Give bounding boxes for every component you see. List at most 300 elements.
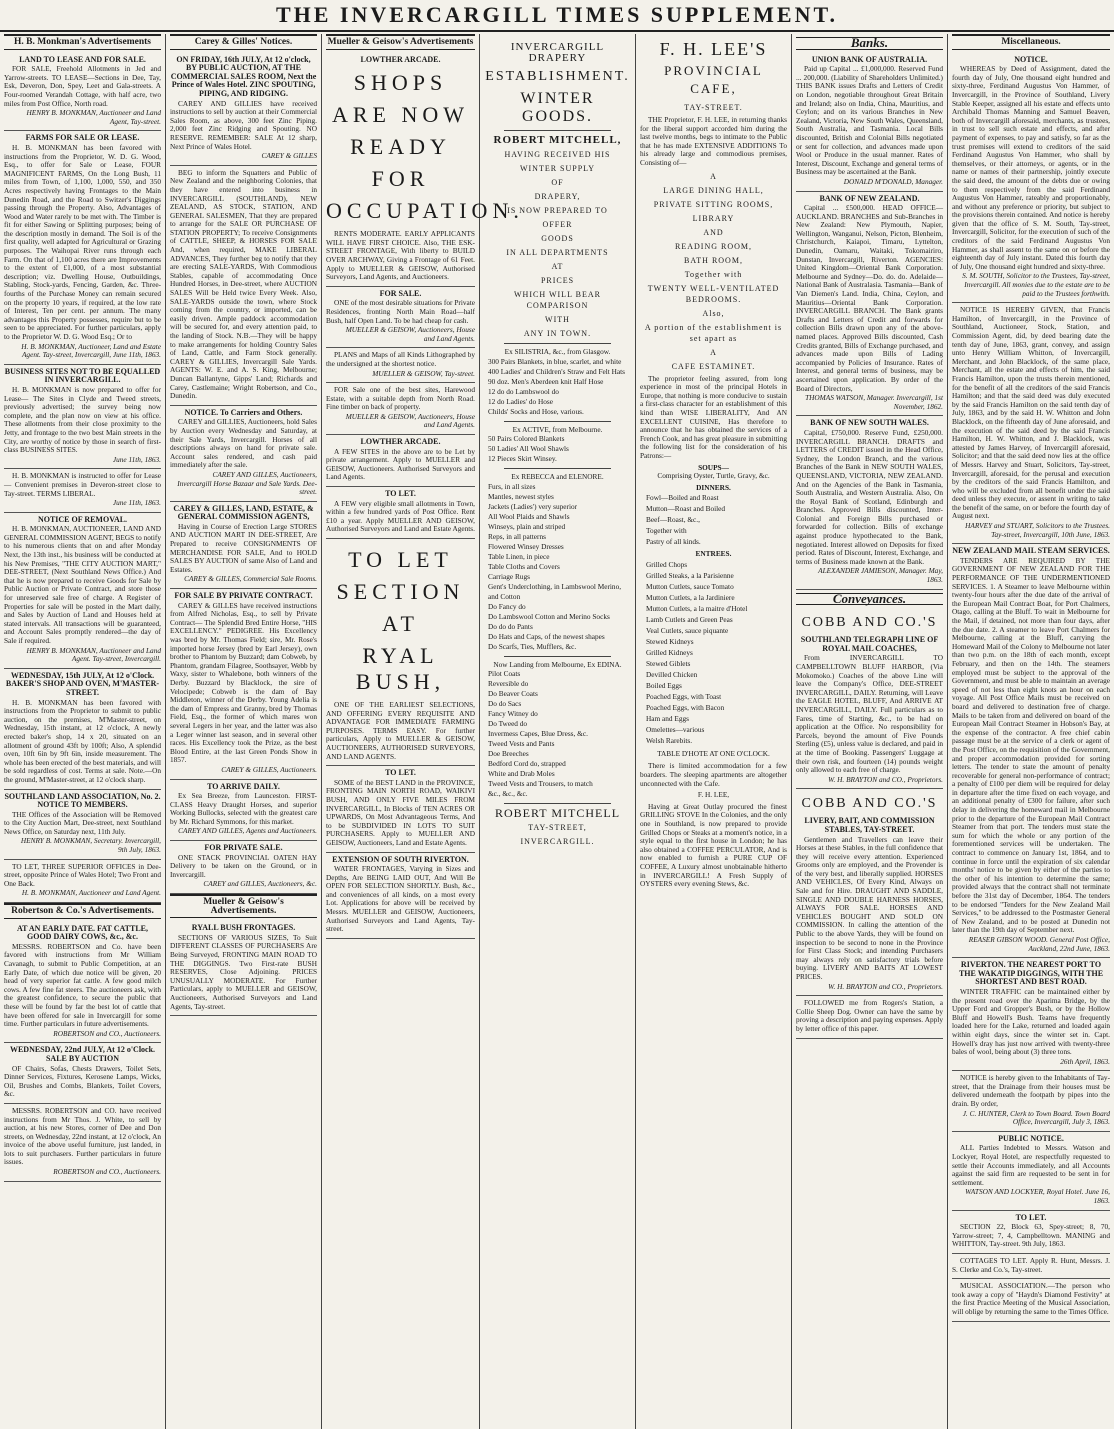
ad-body: TENDERS ARE REQUIRED BY THE GOVERNMENT OF NEW ZEALAND FOR THE PERFORMANCE OF THE UNDERMENTIONED SERVICES. 1. A Steamer to leave Melbourne within twenty-four hours after the due date of the arrival of the European Mail Contract Boat, for Port Chalmers, Otago, calling at the Bluff. To wait in Melbourne for the Mail, if detained, not more than four days, after the due date. 2. A steamer to leave Port Chalmers for Melbourne, calling at the Bluff, carrying the Homeward Mail of the Colony to Melbourne not later than two p.m. on the 18th of each month, except February, and then on the 14th. The steamers employed must be subject to the approval of the Government, and must be able to maintain an average speed of not less than eight knots an hour on each voyage. All Post Office Mails must be received on board and delivered to destination free of charge. Mails to be taken from and delivered on board of the European Mail Contract Steamer in Hobson's Bay, at the expense of the contractor. A free chief cabin passage must be at the service of a clerk or agent of the Post Office, on the requisition of the Government, and proper accommodation provided for sorting letters. The tender to state the amount of penalty recoverable for general non-performance of contract; a penalty of £100 per diem will be required for delay in departure after the time fixed on each voyage, and an additional penalty of £300 for failure, after such delay in delivering the homeward mail in Melbourne prior to the departure of the European Mail Contract Steamer from that port. The tenders must state the sum for which the whole or any portion of the forementioned services will be undertaken. The contract to commence on January 1st, 1864, and to continue in force until the expiration of six calendar months' notice to be given by either of the parties to the other of his intention to determine the same; provided always that the contract shall not terminate before the 31st day of December, 1864. The tenders to be endorsed "Tenders for the New Zealand Mail Services," to be addressed to the Postmaster General of New Zealand, and to be posted at Dunedin not later than the 19th day of September next.: [952, 555, 1110, 935]
advertisement: [952, 1279, 1110, 1321]
ad-body: A FEW very eligible small allotments in Town, within a few hundred yards of Post Office. Rent £10 a year. Apply MUELLER AND GEISOW, Authorised Surveyors and Land and Estate Agents.: [326, 498, 475, 534]
announcement-line: WHICH WILL BEAR COMPARISON: [514, 290, 601, 310]
feature-line: LIBRARY: [692, 213, 735, 223]
feature-line: TWENTY WELL-VENTILATED BEDROOMS.: [647, 283, 780, 304]
ad-signature: ROBERTSON and CO., Auctioneers.: [53, 1028, 161, 1038]
goods-item: &c., &c., &c.: [488, 789, 528, 799]
advertisement: [4, 669, 161, 790]
ad-display-line: FOR: [371, 166, 430, 192]
ad-headline: NEW ZEALAND MAIL STEAM SERVICES.: [952, 546, 1110, 556]
drapery-season: WINTER GOODS.: [520, 90, 595, 125]
advertisement: [4, 53, 161, 132]
column-7: [948, 34, 1114, 1429]
advertisement: [4, 469, 161, 512]
shipment-heading: Ex SILISTRIA, &c., from Glasgow.: [504, 347, 611, 356]
ad-signature: MUELLER & GEISOW, Auctioneers, House and Land Agents.: [345, 325, 475, 343]
ads-list: [170, 921, 317, 1016]
section-header: Conveyances.: [796, 593, 943, 606]
advertisement: [326, 539, 475, 766]
advertisement: [4, 922, 161, 1044]
drapery-title: INVERCARGILL DRAPERY: [510, 41, 605, 64]
newspaper-page: [0, 32, 1114, 1429]
ad-display-line: SHOPS: [353, 70, 448, 96]
advertisement: [796, 416, 943, 589]
menu-item: Veal Cutlets, sauce piquante: [646, 625, 729, 635]
ad-headline: CAREY & GILLES, LAND, ESTATE, & GENERAL COMMISSION AGENTS,: [173, 503, 314, 522]
ad-body: WINTER TRAFFIC can be maintained either by the present road over the Aparima Bridge, by the Upper Ford and Gropper's Bush, or by the Hollow Bluff and Howell's Bush. Teams have frequently loaded here for the Lake, returned and loaded again within eight days, since the winter set in. Capt. Howell's dray has just now arrived with twenty-three bales of wool, being about (3) three tons.: [952, 986, 1110, 1057]
shipment-list: [484, 434, 631, 464]
ad-body: Capital, £750,000. Reserve Fund, £250,000. INVERCARGILL BRANCH. DRAFTS and LETTERS of CREDIT issued in the Head Office, Sydney, the London Branch, and the various Branches of the Bank in NEW SOUTH WALES, QUEENSLAND, VICTORIA, NEW ZEALAND. And on the Agencies of the Bank in Tasmania, South Australia, and Western Australia. Also, On the Royal Bank of Scotland, Edinburgh and Branches. Approved Bills discounted, Inter-Colonial and Foreign Bills purchased or forwarded for collection. Bills of exchange against produce hypothecated to the Bank, negotiated. Interest allowed on Deposits for fixed period. Rates of Discount, Interest, Exchange, and terms of Business made known at the Bank.: [796, 427, 943, 566]
goods-item: Pilot Coats: [488, 669, 521, 679]
ad-headline: AT AN EARLY DATE. FAT CATTLE, GOOD DAIRY COWS, &c., &c.: [16, 923, 149, 942]
advertisement: [952, 544, 1110, 958]
announcement-line: WITH: [545, 315, 570, 324]
menu-item: Stewed Kidneys: [646, 636, 694, 646]
ad-headline: LOWTHER ARCADE.: [360, 437, 441, 447]
ad-headline: PUBLIC NOTICE.: [998, 1133, 1064, 1143]
ad-signature: CAREY & GILLES, Commercial Sale Rooms.: [184, 574, 317, 584]
menu-item: Stewed Giblets: [646, 658, 691, 668]
ad-headline: FOR SALE.: [379, 288, 422, 298]
ad-body: ONE OF THE EARLIEST SELECTIONS, AND OFFERING EVERY REQUISITE AND ADVANTAGE FOR IMMEDIATE FARMING PURPOSES. TERMS EASY. For further particulars, Apply to MUELLER & GEISOW, AUCTIONEERS, AUTHORISED SURVEYORS, AND LAND AGENTS.: [326, 700, 475, 761]
section-header: H. B. Monkman's Advertisements: [4, 34, 161, 50]
divider: [504, 421, 611, 422]
entrees-list: [640, 559, 787, 746]
ad-body: TO LET, THREE SUPERIOR OFFICES in Dee-street, opposite Prince of Wales Hotel; Two Front and One Back.: [4, 861, 161, 888]
goods-item: Do Scarfs, Ties, Mufflers, &c.: [488, 641, 577, 651]
grilling-stove-notice: Having at Great Outlay procured the finest GRILLING STOVE In the Colonies, and the only one in Southland, is now prepared to provide Grilled Chops or Steaks at a moment's notice, in a style equal to the first house in London; he has also obtained a COFFEE PERCULATOR, And is now enabled to furnish a PURE CUP OF COFFEE, A Luxury almost unobtainable hitherto in INVERCARGILL! A Fresh Supply of OYSTERS every evening Stews, &c.: [640, 801, 787, 889]
advertisement: [796, 608, 943, 789]
ad-headline: BANK OF NEW SOUTH WALES.: [810, 418, 929, 428]
ad-signature: ROBERTSON and CO., Auctioneers.: [53, 1167, 161, 1177]
ad-headline: BANK OF NEW ZEALAND.: [819, 193, 920, 203]
ad-headline: SOUTHLAND LAND ASSOCIATION, No. 2. NOTICE TO MEMBERS.: [4, 791, 161, 810]
advertisement: [4, 1043, 161, 1104]
section-header: Mueller & Geisow's Advertisements: [326, 34, 475, 50]
feature-line: Also,: [702, 308, 725, 318]
ad-headline: RYALL BUSH FRONTAGES.: [191, 923, 296, 933]
feature-line: AND: [703, 227, 724, 237]
divider: [504, 130, 611, 131]
ad-body: MESSRS. ROBERTSON and Co. have been favored with instructions from Mr William Cavanagh, to submit to Public Competition, at an Early Date, of which due notice will be given, 20 head of very superior fat cattle. A few good milch cows. A few fine fat steers. The auctioneers ask, with the greatest confidence, to secure the public that these will be found by far the best lot of cattle that have been offered for sale in Invercargill for some time. Further particulars in future advertisements.: [4, 941, 161, 1029]
divider: [504, 468, 611, 469]
goods-item: Gent's Underclothing, in Lambswool Merino, and Cotton: [488, 581, 622, 601]
ad-display-line: READY: [350, 134, 451, 160]
cafe-signature: F. H. LEE,: [697, 790, 730, 800]
shipment-list: [484, 482, 631, 652]
ad-body: FOR SALE, Freehold Allotments in Jed and Yarrow-streets. TO LEASE—Sections in Dee, Tay, Esk, Deveron, Don, Spey, Leet and Gala-streets. A Four-roomed Verandah Cottage, with half acre, two miles from Post Office, North road.: [4, 64, 161, 108]
ad-display-line: RYAL BUSH,: [355, 643, 446, 694]
ad-display-line: OCCUPATION.: [326, 198, 524, 224]
dinners-title: DINNERS.: [696, 482, 731, 492]
announcement-line: OFFER: [542, 220, 573, 229]
advertisement: [4, 860, 161, 903]
advertisement: [326, 348, 475, 383]
ad-headline: ON FRIDAY, 16th JULY, At 12 o'clock, BY PUBLIC AUCTION, AT THE COMMERCIAL SALES ROOM, Next the Prince of Wales Hotel. ZINC SPOUTING, PIPING, AND RIDGING.: [170, 54, 317, 98]
ad-body: ONE of the most desirable situations for Private Residences, fronting North Main Road—half Bush, half Open Land. To be had cheap for cash.: [326, 298, 475, 325]
feature-line: LARGE DINING HALL,: [663, 185, 764, 195]
column-2: [166, 34, 322, 1429]
ad-body: COTTAGES TO LET. Apply R. Hunt, Messrs. J. S. Clerke and Co.'s, Tay-street.: [952, 1255, 1110, 1274]
shipment-heading: Ex ACTIVE, from Melbourne.: [512, 424, 603, 434]
ad-headline: EXTENSION OF SOUTH RIVERTON.: [332, 854, 469, 864]
menu-item: Poached Eggs, with Toast: [646, 691, 722, 701]
ad-body: PLANS and Maps of all Kinds Lithographed by the undersigned at the shortest notice.: [326, 350, 475, 368]
menu-item: Lamb Cutlets and Green Peas: [646, 614, 733, 624]
ad-signature: J. C. HUNTER, Clerk to Town Board. Town Board Office, Invercargill, July 3, 1863.: [962, 1108, 1110, 1127]
section-header: Mueller & Geisow's Advertisements.: [170, 894, 317, 918]
goods-item: 12 do Ladies' do Hose: [488, 396, 553, 406]
announcement-line: AT: [551, 262, 564, 271]
ads-list: [796, 53, 943, 590]
divider: [504, 343, 611, 344]
goods-item: 50 Pairs Colored Blankets: [488, 434, 565, 444]
ad-body: H. B. MONKMAN is instructed to offer for Lease— Convenient premises in Deveron-street close to Tay-street. TERMS LIBERAL.: [4, 471, 161, 498]
advertisement: [4, 1104, 161, 1182]
menu-item: Beef—Roast, &c.,: [646, 515, 700, 525]
ad-signature: HENRY B. MONKMAN, Auctioneer and Land Agent, Tay-street.: [26, 108, 161, 126]
goods-item: 300 Pairs Blankets, in blue, scarlet, and white: [488, 356, 622, 366]
goods-item: Tweed Vests and Trousers, to match: [488, 779, 593, 789]
ad-headline: FOR SALE BY PRIVATE CONTRACT.: [174, 591, 313, 601]
ad-body: Paid up Capital ... £1,000,000. Reserved Fund ... 200,000. (Liability of Shareholders Unlimited.) THIS BANK issues Drafts and Letters of Credit on London, negotiable throughout Great Britain and Ireland; also on India, China, Mauritius, and Ceylon; and on its various Branches in New Zealand, Victoria, New South Wales, Queensland, South Australia, and Tasmania. Local Bills discounted, British and Colonial Bills negotiated or sent for collection, and advances made upon Wool or Produce in the usual manner. Rates of Interest, Discount, Exchange and general terms of Business may be ascertained at the Bank.: [796, 64, 943, 177]
ad-signature: MUELLER & GEISOW, Tay-street.: [372, 368, 475, 378]
menu-item: Fowl—Boiled and Roast: [646, 493, 719, 503]
ad-signature: CAREY & GILLES, Auctioneers.: [221, 764, 317, 774]
ads-list: [4, 922, 161, 1182]
soups-text: Comprising Oyster, Turtle, Gravy, &c.: [657, 471, 770, 481]
advertisement: [170, 589, 317, 779]
ad-headline: LOWTHER ARCADE.: [360, 54, 441, 64]
goods-item: Winseys, plain and striped: [488, 521, 566, 531]
ad-headline: TO LET.: [385, 768, 416, 778]
menu-item: Mutton Cutlets, a la Jardiniere: [646, 592, 735, 602]
ad-body: NOTICE IS HEREBY GIVEN, that Francis Hamilton, of Invercargill, in the Province of Southland, Auctioneer, Stock, Station, and Commission Agent, did, by deed bearing date the tenth day of June, 1863, grant, convey, and assign unto Henry William Whitton, of Invercargill, Merchant, and John Blacklock, of the same place, Merchant, all the estate and effects of him, the said Francis Hamilton, upon the trusts therein mentioned, for the benefit of all the creditors of the said Francis Hamilton; and that the said deed was duly executed by the said Francis Hamilton on the said tenth day of July, 1863, and by the said H. W. Whitton and John Blacklock, on the fifteenth day of June aforesaid, and the execution of the said deed by the said Francis Hamilton, H. W. Whitton, and J. Blacklock, was attested by James Harvey, of Invercargill aforesaid, Solicitor; and that the said deed now lies at the office of Messrs. Harvey and Stuart, Solicitors, Tay-street, Invercargill, aforesaid, for the perusal and execution by the creditors of the said Francis Hamilton, and who will be excluded from all benefit under the said deed unless they execute, or assent in writing to take the benefit of the same, on or before the fourth day of August next.: [952, 305, 1110, 521]
ad-signature: HENRY B. MONKMAN, Auctioneer and Land Agent. Tay-street, Invercargill.: [26, 645, 161, 664]
ad-body: CAREY & GILLES have received instructions from Alfred Nicholas, Esq., to sell by Private Contract— The Splendid Bred Entire Horse, "HIS EXCELLENCY." PEDIGREE. His Excellency was bred by Mr. Thomas Field; sire, Mr. Rose's imported horse Jersey (bred by Earl Jersey), own brother to Phantom by Buzzard; dam Cobweb, by Phantom, grandam Filagree, Soothsayer, Webb by Waxy, sister to Whalebone, both winners of the Derby. Buzzard by Blacklock, the sire of Velocipede; Cobweb is the dam of Bay Middleton, winner of the Derby. Young Adelia is the dam of Empress and Granny, bred by Thomas Field, Esq., the former of which mares won several Legers in her year, and the latter was also a Leger winner last season, and in several other races. His Excellency took the Prize, as the best Blood Entire, at the last Green Ponds Show in 1857.: [170, 600, 317, 765]
feature-line: BATH ROOM,: [684, 255, 743, 265]
feature-line: A: [710, 347, 717, 357]
ad-body: BEG to inform the Squatters and Public of New Zealand and the neighboring Colonies, that they have entered into business in INVERCARGILL (SOUTHLAND), NEW ZEALAND, AS STOCK, STATION, AND GENERAL SALESMEN, That they are prepared to arrange for the SALE OR PURCHASE OF STATION PROPERTY; To receive Consignments of CATTLE, SHEEP, & HORSES FOR SALE And, when required, MAKE LIBERAL ADVANCES, They further beg to notify that they are erecting SALE-YARDS, With Commodious Stables, capable of accommodating Once Hundred Horses, in Dee-street, where AUCTION SALES Will be Held twice Every Week. Also, SALE-YARDS outside the town, where Stock coming from the country, or imported, can be easily driven. Ample paddock accommodation will be secured for, and every attention paid, to the landing of Stock. N.B.—They will be happy to make arrangements for holding Country Sales of Land, Cattle, and Farm Stock generally. CAREY & GILLIES, Invercargill Sale Yards. AGENTS: W. E. and A. S. King, Melbourne; Duncan Ballantyne, Gipps' Land; Richards and Carey, Castlemaine; Wright Robertson, and Co., Dunedin.: [170, 167, 317, 401]
ad-signature: W. H. BRAYTON and CO., Proprietors.: [828, 981, 943, 991]
ad-signature: DONALD M'DONALD, Manager.: [843, 176, 943, 186]
goods-item: Childs' Socks and Hose, various.: [488, 406, 584, 416]
advertisement: [796, 53, 943, 192]
goods-item: Mantles, newest styles: [488, 491, 554, 501]
ad-signature: CAREY AND GILLES, Agents and Auctioneers.: [178, 826, 317, 836]
entrees-title: ENTREES.: [695, 549, 732, 559]
merchant-name-footer: ROBERT MITCHELL: [494, 806, 621, 821]
cafe-street: TAY-STREET.: [684, 103, 743, 112]
advertisement: [952, 53, 1110, 304]
advertisement: [4, 365, 161, 470]
ad-body: Capital ... £500,000. HEAD OFFICE—AUCKLAND. BRANCHES and Sub-Branches in New Zealand: New Plymouth, Napier, Wellington, Wanganui, Nelson, Picton, Blenheim, Christchurch, Kaiapoi, Timaru, Lyttelton, Dunedin, Oamaru, Waitaki, Tokomairiro, Dunstan, Invercargill, Riverton. AGENCIES: United Kingdom—Oriental Bank Corporation. Melbourne and Sydney—Do. do. do. Adelaide—National Bank of Australasia. Tasmania—Bank of Van Diemen's Land. India, China, Ceylon, and Mauritius—Oriental Bank Corporation. INVERCARGILL BRANCH. The Bank grants Drafts and Letters of Credit and forwards for collection Bills drawn upon any of the above-named places. Approved Bills discounted, Cash Credits granted, Bills of Exchange purchased, and advances made upon Bills of Lading accompanied by Policies of Insurance. Rates of Interest, and general terms of business, may be ascertained upon application. By order of the Board of Directors,: [796, 203, 943, 393]
boarders-notice: There is limited accommodation for a few boarders. The sleeping apartments are altogether unconnected with the Cafe.: [640, 761, 787, 788]
ads-list: [170, 53, 317, 894]
feature-line: PRIVATE SITTING ROOMS,: [653, 199, 774, 209]
ad-body: MUSICAL ASSOCIATION.—The person who took away a copy of "Haydn's Diamond Festivity" at the first Practice Meeting of the Musical Association, will oblige by returning the same to the Times Office.: [952, 1281, 1110, 1316]
drapery-subtitle: ESTABLISHMENT.: [485, 69, 630, 84]
feature-line: CAFE ESTAMINET.: [671, 361, 756, 371]
ad-signature: S. M. SOUTH, Solicitor to the Trustees, Tay-street, Invercargill. All monies due to the estate are to be paid to the Trustees forthwith.: [962, 271, 1110, 298]
cafe-name: PROVINCIAL CAFE,: [664, 63, 763, 96]
cafe-features: [640, 171, 787, 372]
ad-body: H. B. MONKMAN has been favored with instructions from the Proprietor to submit to public auction, on the premises, M'Master-street, on Wednesday, 15th instant, at 12 o'clock, A newly erected baker's shop, 14 x 20, situated on an allotment of ground 43ft by 100ft; Also, A splendid oven, 10ft 6in by 9ft 6in, inside measurement. The whole has been erected of the best materials, and will be sold regardless of cost. Terms at sale. Note.—On the ground, M'Master-street, at 12 o'clock sharp.: [4, 697, 161, 784]
announcement-line: WINTER SUPPLY: [519, 164, 596, 173]
advertisement: [952, 303, 1110, 544]
advertisement: [796, 192, 943, 417]
section-header: Miscellaneous.: [952, 34, 1110, 50]
ad-signature: WATSON AND LOCKYER, Royal Hotel. June 16, 1863.: [965, 1187, 1110, 1205]
ad-body: H. B. MONKMAN, AUCTIONEER, LAND AND GENERAL COMMISSION AGENT, BEGS to notify to his numerous clients that on and after Monday Next, the 13th inst., his business will be conducted at his New Premises, "THE CITY AUCTION MART," DEE-STREET, (Next Southland News Office.) And that he is now prepared to receive Goods for Sale by Public Auction or Private Contract, and store those for unreserved sale free of charge. A Register of Properties for sale will be posted in the Mart daily, and Sales by Auction of Land and Houses held at stated intervals. All transactions will be guaranteed, and Account Sales promptly rendered—the day of Sale if required.: [4, 524, 161, 645]
advertisement: [952, 1071, 1110, 1132]
menu-item: Grilled Chops: [646, 559, 688, 569]
ad-body: Ex Sea Breeze, from Launceston. FIRST-CLASS Heavy Draught Horses, and superior Working Bullocks, selected with the greatest care by Mr. Richard Symmons, for this market.: [170, 791, 317, 826]
feature-line: READING ROOM,: [675, 241, 752, 251]
divider: [504, 656, 611, 657]
goods-item: Fancy Witney do: [488, 709, 538, 719]
menu-item: Welsh Rarebits.: [646, 735, 693, 745]
soups-title: SOUPS—: [698, 462, 729, 472]
advertisement: [952, 958, 1110, 1071]
ad-headline: LAND TO LEASE AND FOR SALE.: [19, 54, 146, 64]
ad-body: FOLLOWED me from Rogers's Station, a Collie Sheep Dog. Owner can have the same by proving a description and paying expenses. Apply by letter office of this paper.: [796, 998, 943, 1033]
menu-item: Grilled Steaks, a la Parisienne: [646, 570, 734, 580]
divider: [504, 803, 611, 804]
menu-item: Mutton Cutlets, a la maitre d'Hotel: [646, 603, 748, 613]
goods-item: Invermess Capes, Blue Dress, &c.: [488, 729, 588, 739]
ad-display-line: SECTION: [336, 579, 465, 604]
announcement-line: IN ALL DEPARTMENTS: [506, 248, 609, 257]
section-header: Banks.: [796, 37, 943, 50]
shipment-heading: Now Landing from Melbourne, Ex EDINA.: [493, 659, 622, 669]
ads-list: [4, 53, 161, 903]
merchant-name: ROBERT MITCHELL,: [493, 134, 622, 146]
advertisement: [170, 502, 317, 589]
advertisement: [326, 383, 475, 435]
ad-body: CAREY AND GILLIES have received instructions to sell by auction at their Commercial Sales Room, as above, 300 feet Zinc Piping. 2,000 feet Zinc Ridging and Spouting. NO RESERVE. REMEMBER: SALE At 12 sharp, Next Prince of Wales Hotel.: [170, 98, 317, 151]
ad-display-line: ARE NOW: [331, 102, 470, 128]
menu-item: Mutton—Roast and Boiled: [646, 504, 726, 514]
ad-body: ALL Parties Indebted to Messrs. Watson and Lockyer, Royal Hotel, are respectfully requested to settle their Accounts immediately, and all Accounts against the said firm are requested to be sent in for settlement.: [952, 1143, 1110, 1187]
ad-body: WATER FRONTAGES, Varying in Sizes and Depths, Are BEING LAID OUT, And Will Be OPEN FOR SELECTION SHORTLY. Bush, &c., and conveniences of all kinds, on a most every Lot. Applications for above will be received by Messrs. MUELLER and GEISOW, Auctioneers, Authorised Surveyors and Land Agents, Tay-street.: [326, 864, 475, 934]
announcement-line: HAVING RECEIVED HIS: [504, 150, 611, 159]
advertisement: [326, 287, 475, 349]
section-header: Carey & Gilles' Notices.: [170, 34, 317, 50]
goods-item: Reps, in all patterns: [488, 531, 546, 541]
ad-body: From INVERCARGILL TO CAMPBELLTOWN BLUFF HARBOR, (Via Mokomoko.) Coaches of the above Line will leave the Company's Office, DEE-STREET INVERCARGILL, DAILY. Returning, will Leave the EAGLE HOTEL, BLUFF, And ARRIVE AT INVERCARGILL, DAILY. Full particulars as to Fares, time of Starting, &c., to be had on application at the Office. No responsibility for Parcels, beyond the amount of Five Pounds Sterling (£5), unless value is declared, and paid in at the time of Booking. Passengers' Luggage at their own risk, and fourteen (14) pounds weight only allowed to each free of charge.: [796, 653, 943, 775]
goods-item: Carriage Rugs: [488, 571, 530, 581]
announcement-line: DRAPERY,: [534, 192, 581, 201]
announcement-line: PRICES: [540, 276, 575, 285]
ad-signature: MUELLER & GEISOW, Auctioneers, House and Land Agents.: [345, 411, 475, 430]
ad-display-title: COBB AND CO.'S: [801, 615, 938, 631]
goods-item: Do Hats and Caps, of the newest shapes: [488, 631, 605, 641]
advertisement: [326, 766, 475, 852]
merchant-street: TAY-STREET,: [528, 823, 587, 833]
menu-item: Omelettes—various: [646, 724, 705, 734]
menu-item: Ham and Eggs: [646, 713, 689, 723]
ad-body: MESSRS. ROBERTSON and CO. have received instructions from Mr Thos. J. White, to sell by auction, at his new Stores, corner of Dee and Don streets, on Wednesday, 22nd instant, at 12 o'clock, An invoice of the above useful furniture, just landed, in lots to suit purchasers. Further particulars in future issues.: [4, 1105, 161, 1167]
ad-signature: HENRY B. MONKMAN, Secretary. Invercargill, 9th July, 1863.: [20, 836, 161, 855]
ad-headline: NOTICE. To Carriers and Others.: [184, 407, 303, 417]
advertisement: [170, 780, 317, 842]
menu-item: Poached Eggs, with Bacon: [646, 702, 725, 712]
menu-item: Devilled Chicken: [646, 669, 698, 679]
dinners-list: [640, 492, 787, 547]
advertisement: [326, 853, 475, 939]
section-header: Robertson & Co.'s Advertisements.: [4, 903, 161, 919]
ads-list: [796, 608, 943, 1038]
menu-item: Boiled Eggs: [646, 680, 682, 690]
ad-headline: SOUTHLAND TELEGRAPH LINE OF ROYAL MAIL COACHES,: [800, 635, 939, 653]
ad-headline: UNION BANK OF AUSTRALIA.: [811, 54, 928, 64]
advertisement: [170, 53, 317, 166]
goods-item: 90 doz. Men's Aberdeen knit Half Hose: [488, 376, 604, 386]
feature-line: Together with: [684, 269, 743, 279]
goods-item: Reversible do: [488, 679, 529, 689]
advertisement: [4, 131, 161, 364]
ad-body: FOR Sale one of the best sites, Harewood Estate, with a suitable depth from North Road. Fine timber on back of property.: [326, 385, 475, 412]
ad-signature: June 11th, 1863.: [112, 498, 161, 508]
shipment-heading: Ex REBECCA and ELENORE.: [511, 472, 604, 482]
ad-signature: CAREY AND GILLES, Auctioneers, Invercargill Horse Bazaar and Sale Yards. Dee-street.: [177, 469, 317, 497]
announcement-line: GOODS: [541, 234, 574, 243]
ad-body: NOTICE is hereby given to the Inhabitants of Tay-street, that the Drainage from their houses must be delivered underneath the footpath by pipes into the drain. By order,: [952, 1073, 1110, 1109]
advertisement: [170, 841, 317, 894]
ad-display-title: COBB AND CO.'S: [801, 796, 938, 812]
advertisement: [952, 1132, 1110, 1211]
table-dhote: TABLE D'HOTE AT ONE O'CLOCK.: [657, 748, 770, 758]
ad-headline: FARMS FOR SALE OR LEASE.: [25, 133, 140, 143]
announcement-line: IS NOW PREPARED TO: [507, 206, 608, 215]
goods-item: 12 do do Lambswool do: [488, 386, 559, 396]
goods-item: Bedford Cord do, strapped: [488, 759, 566, 769]
menu-item: Mutton Cutlets, sauce Tomato: [646, 581, 734, 591]
ad-signature: H. B. MONKMAN, Auctioneer, Land and Estate Agent. Tay-street, Invercargill, June 11th, 1863.: [21, 341, 161, 360]
ad-signature: ALEXANDER JAMIESON, Manager. May, 1863.: [818, 566, 943, 585]
ad-body: Having in Course of Erection Large STORES AND AUCTION MART IN DEE-STREET, Are Prepared to receive CONSIGNMENTS OF MERCHANDISE FOR SALE, And to HOLD SALES BY AUCTION of same Also of Land and Estates.: [170, 521, 317, 574]
ad-headline: WEDNESDAY, 22nd JULY, At 12 o'Clock. SALE BY AUCTION: [9, 1045, 156, 1063]
ad-headline: FOR PRIVATE SALE.: [204, 843, 283, 853]
cafe-cuisine-paragraph: The proprietor feeling assured, from long experience in most of the principal Hotels in Europe, that nothing is more conducive to sustain a first-class character for an establishment of this kind than WISE LIBERALITY, And AN EXCELLENT CUISINE, Has therefore to announce that he has obtained the services of a French Cook, and has great pleasure in submitting the following list for the consideration of his Patrons:—: [640, 373, 787, 460]
advertisement: [326, 435, 475, 487]
goods-item: Tweed Vests and Pants: [488, 739, 555, 749]
feature-line: A: [710, 171, 717, 181]
ad-body: A FEW SITES in the above are to be Let by private arrangement. Apply to MUELLER and GEISOW, Auctioneers. Authorised Surveyors and Land Agents.: [326, 446, 475, 482]
goods-item: All Wool Plaids and Shawls: [488, 511, 570, 521]
advertisement: [170, 406, 317, 502]
advertisement: [4, 513, 161, 669]
advertisement: [952, 1254, 1110, 1279]
goods-item: Do Lambswool Cotton and Merino Socks: [488, 611, 610, 621]
goods-item: 400 Ladies' and Children's Straw and Felt Hats: [488, 366, 625, 376]
advertisement: [952, 1211, 1110, 1254]
goods-item: 12 Pieces Skirt Winsey.: [488, 454, 557, 464]
ad-signature: CAREY and GILLES, Auctioneers, &c.: [203, 879, 317, 889]
ad-headline: TO ARRIVE DAILY.: [207, 781, 280, 791]
column-6: [792, 34, 948, 1429]
goods-item: Flowered Winsey Dresses: [488, 541, 564, 551]
ad-body: ONE STACK PROVINCIAL OATEN HAY Delivery to be taken on the Ground, or in Invercargill.: [170, 852, 317, 879]
column-5: [636, 34, 792, 1429]
merchant-town: INVERCARGILL.: [520, 837, 595, 847]
goods-item: White and Drab Moles: [488, 769, 555, 779]
goods-item: Do Fancy do: [488, 601, 526, 611]
ad-signature: REASER GIBSON WOOD. General Post Office, Auckland, 22nd June, 1863.: [968, 934, 1110, 953]
announcement-line: ANY IN TOWN.: [523, 329, 592, 338]
ad-body: H. B. MONKMAN has been favored with instructions from the Proprietor, W. D. G. Wood, Esq., to offer for Sale or Lease, FOUR MAGNIFICENT FARMS, On the Long Bush, 11 miles from Town, of 1,100, 1,000, 550, and 350 Acres respectively having Frontages to the Main Dunedin Road, and the Road to Switzer's Diggings passing through the Property. Also, Advantages of Wood and Water rarely to be met with. The Timber is fit for either Sawing or Splitting purposes; being of the description mostly in demand. The Soil is of the first quality, well adapted for Agricultural or Grazing purposes. The Waihopai River runs through each Farm. On that of 1,100 acres there are Improvements to the extent of £1,000, of a most substantial description; viz. Dwelling House, Outbuildings, Stabling, Stock-yards, Fencing, Garden, &c. Three-fourths of the Purchase Money can remain secured on the property 10 years, if required, at the low rate of Interest, Ten per cent. per annum. The many advantages this Property possesses, require but to be seen to be appreciated. For further particulars, apply to the Proprietor W. D. G. Wood Esq.; Or to: [4, 142, 161, 341]
announcement-line: OF: [551, 178, 564, 187]
ad-body: SOME of the BEST LAND in the PROVINCE, FRONTING MAIN NORTH ROAD, WAIKIVI BUSH, AND ONLY FIVE MILES FROM INVERCARGILL, In Blocks of TEN ACRES OR UPWARDS, On Most Advantageous Terms, And to be SUBDIVIDED IN LOTS TO SUIT PURCHASERS. Apply to MUELLER AND GEISOW, Auctioneers, Land and Estate Agents.: [326, 777, 475, 847]
ad-signature: W. H. BRAYTON and CO., Proprietors.: [828, 774, 943, 784]
column-1: [0, 34, 166, 1429]
ad-headline: NOTICE OF REMOVAL.: [37, 514, 128, 524]
column-4: [480, 34, 636, 1429]
ad-signature: HARVEY and STUART, Solicitors to the Trustees. Tay-street, Invercargill, 10th June, 1863.: [965, 521, 1110, 539]
advertisement: [796, 996, 943, 1038]
goods-item: Do Tweed do: [488, 719, 528, 729]
ad-body: H. B. MONKMAN is now prepared to offer for Lease— The Sites in Clyde and Tweed streets, previously advertised; the survey being now complete, and the plan now on view at his office. These allotments from their close proximity to the Jetty, and frontage to the two best Main streets in the City, are worthy of notice by those in search of first-class BUSINESS SITES.: [4, 384, 161, 455]
ads-list: [952, 53, 1110, 1322]
ad-headline: TO LET.: [385, 489, 416, 499]
advertisement: [796, 789, 943, 996]
ad-signature: June 11th, 1863.: [112, 454, 161, 464]
menu-item: Pastry of all kinds.: [646, 537, 701, 547]
ad-body: CAREY and GILLIES, Auctioneers, hold Sales by Auction every Wednesday and Saturday, at their Sale Yards, Invercargill. Horses of all descriptions always on hand for private sale. Account sales rendered, and cash paid immediately after the sale.: [170, 417, 317, 470]
shipment-list: [484, 669, 631, 799]
ad-body: WHEREAS by Deed of Assignment, dated the fourth day of July, One thousand eight hundred and sixty-three, Ferdinand Augustus Von Hammer, of Invercargill, in the Province of Southland, Livery Stable Keeper, assigned all his estate and effects unto Archibald Thomas Manning and Samuel Beaven, both of Invercargill aforesaid, merchants, as trustees, in trust to sell such estate and effects, and after payment of expenses, to pay and satisfy, so far as the trust premises will extend to creditors of the said Ferdinand Augustus Von Hammer, who shall by themselves, or their attorneys, or agents, or in the name or names of their partnership, jointly execute the said deed, the amount of the debts due or owing to them respectively from the said Ferdinand Augustus Von Hammer, rateably and proportionably, and without any preference or priority, but subject to the provisions therein contained. And notice is hereby given that the office of S. M. South, Tay-street, Invercargill, Solicitor, for the execution of such of the creditors of the said Ferdinand Augustus Von Hammer, as shall assent to the same on or before the eighteenth day of July instant. Dated this fourth day of July, One thousand eight hundred and sixty-three.: [952, 64, 1110, 271]
advertisement: [4, 790, 161, 860]
goods-item: Do do Sacs: [488, 699, 522, 709]
drapery-announcement: [484, 149, 631, 339]
ad-headline: WEDNESDAY, 15th JULY, At 12 o'Clock. BAKER'S SHOP AND OVEN, M'MASTER-STREET.: [5, 670, 160, 697]
masthead: THE INVERCARGILL TIMES SUPPLEMENT.: [0, 0, 1114, 32]
goods-item: Jackets (Ladies') very superior: [488, 501, 578, 511]
ad-body: SECTIONS OF VARIOUS SIZES, To Suit DIFFERENT CLASSES OF PURCHASERS Are Being Surveyed, FRONTING MAIN ROAD TO THE DIGGINGS. Two First-rate BUSH RESERVES, Close Adjoining. PRICES UNUSUALLY MODERATE. For Further Particulars, apply to MUELLER and GEISOW, Auctioneers, Authorised Surveyors and Land Agents, Tay-street.: [170, 932, 317, 1011]
advertisement: [326, 53, 524, 287]
cafe-owner: F. H. LEE'S: [659, 39, 768, 59]
advertisement: [326, 487, 475, 539]
ad-signature: CAREY & GILLES: [261, 151, 317, 161]
goods-item: Do Beaver Coats: [488, 689, 538, 699]
goods-item: Table Linen, in piece: [488, 551, 550, 561]
cafe-intro: THE Proprietor, F. H. LEE, in returning thanks for the liberal support accorded him during the last twelve months, begs to intimate to the Public that he has made EXTENSIVE ADDITIONS To his already large and commodious premises, Consisting of—: [640, 115, 787, 167]
ad-display-line: TO LET: [348, 547, 453, 572]
ad-body: OF Chairs, Sofas, Chests Drawers, Toilet Sets, Dinner Services, Fixtures, Kerosene Lamps, Wicks, Oil, Brushes and Combs, Blankets, Toilet Covers, &c.: [4, 1063, 161, 1099]
ad-headline: LIVERY, BAIT, AND COMMISSION STABLES, TAY-STREET.: [804, 816, 935, 834]
menu-item: Grilled Kidneys: [646, 647, 693, 657]
ad-body: RENTS MODERATE. EARLY APPLICANTS WILL HAVE FIRST CHOICE. Also, THE ESK-STREET FRONTAGE, With liberty to BUILD OVER ARCHWAY, Giving a Frontage of 61 Feet. Apply to MUELLER & GEISOW, Authorised Surveyors, Land Agents, and Auctioneers.: [326, 229, 475, 282]
ad-headline: RIVERTON. THE NEAREST PORT TO THE WAKATIP DIGGINGS, WITH THE SHORTEST AND BEST ROAD.: [958, 960, 1104, 987]
ad-body: THE Offices of the Association will be Removed to the City Auction Mart, Dee-street, next Southland News Office, on Saturday next, 11th July.: [4, 809, 161, 836]
advertisement: [170, 166, 317, 406]
ad-signature: H. B. MONKMAN, Auctioneer and Land Agent.: [21, 888, 161, 898]
ad-headline: BUSINESS SITES NOT TO BE EQUALLED IN INVERCARGILL.: [4, 366, 161, 385]
goods-item: 50 Ladies' All Wool Shawls: [488, 444, 569, 454]
ad-display-line: AT: [382, 611, 419, 636]
ad-body: SECTION 22, Block 63, Spey-street; 8, 70, Yarrow-street; 7, 4, Campbelltown. MANING and WHITTON, Tay-street. 9th July, 1863.: [952, 1222, 1110, 1249]
ad-body: Gentlemen and Travellers can leave their Horses at these Stables, in the full confidence that they will receive every attention. Experienced Grooms only are employed, and the Provender is of the very best, and liberally supplied. HORSES AND VEHICLES, Of Every Kind, Always on Sale and for Hire. DRAUGHT AND SADDLE, SINGLE AND DOUBLE HARNESS HORSES, ALWAYS FOR SALE. HORSES AND VEHICLES BOUGHT AND SOLD ON COMMISSION. In calling the attention of the Public to the above Yards, they will be found on inspection to be second to none in the Province for First Class Stock; and intending Purchasers may always rely on satisfactory trials before buying. LIVERY AND BAITS AT LOWEST PRICES.: [796, 834, 943, 981]
goods-item: Furs, in all sizes: [488, 481, 536, 491]
menu-item: Together with: [646, 526, 687, 536]
shipment-list: [484, 357, 631, 417]
goods-item: Doe Breeches: [488, 749, 529, 759]
ad-signature: 26th April, 1863.: [1060, 1056, 1110, 1066]
advertisement: [170, 921, 317, 1016]
ad-headline: TO LET.: [1015, 1212, 1047, 1222]
goods-item: Table Cloths and Covers: [488, 561, 560, 571]
